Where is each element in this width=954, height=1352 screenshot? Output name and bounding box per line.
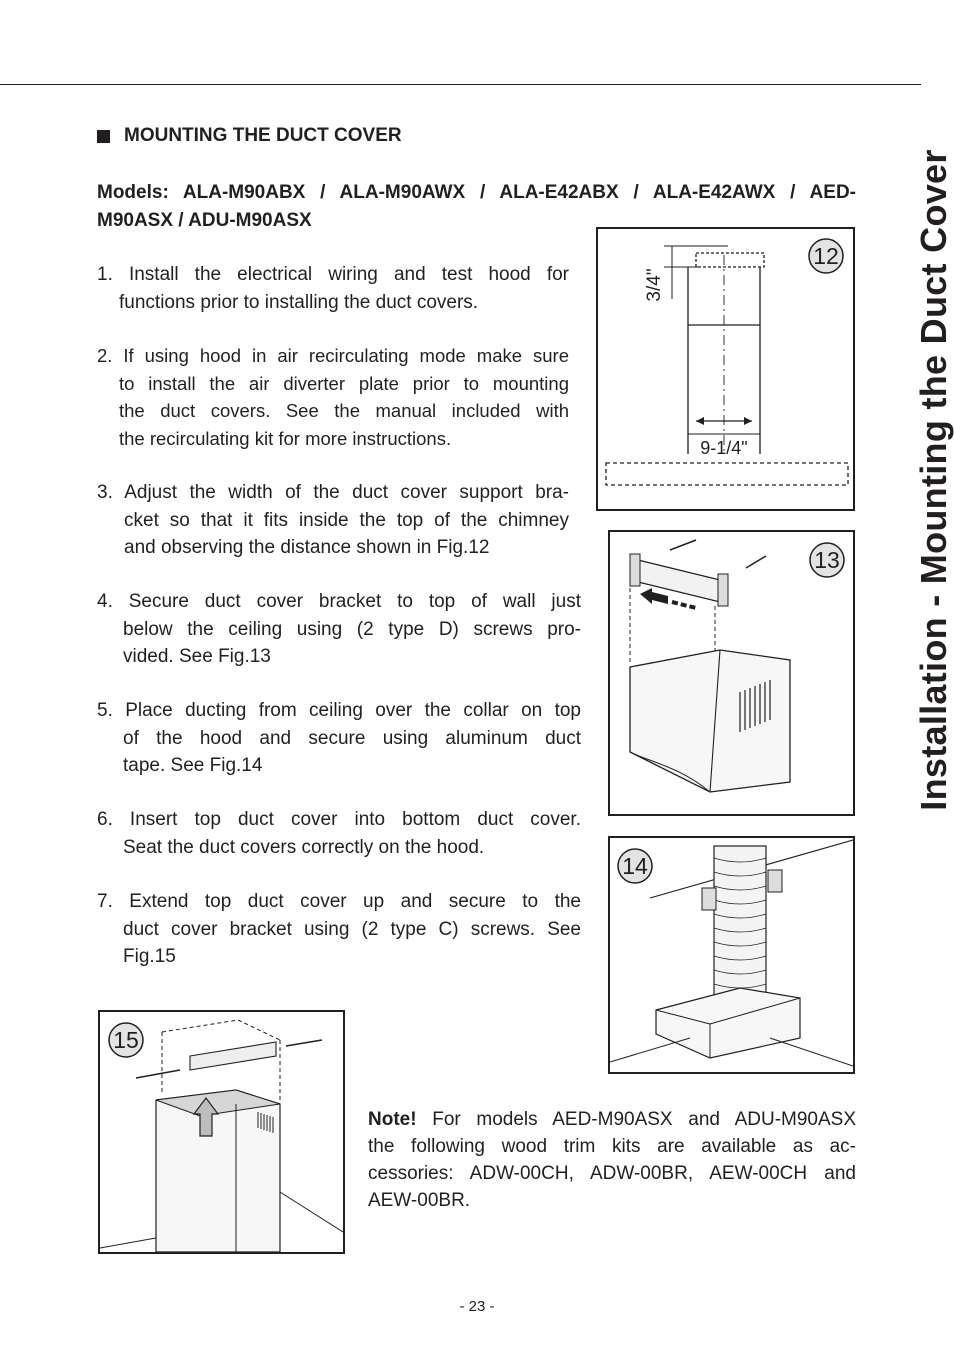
step-3	[97, 479, 569, 562]
dimension-horizontal-label: 9-1/4"	[700, 438, 748, 458]
step-line: 5. Place ducting from ceiling over the collar on top	[97, 700, 581, 721]
models-line-1: Models: ALA-M90ABX / ALA-M90AWX / ALA-E42ABX / ALA-E42AWX / AED-	[97, 182, 856, 203]
step-line: 6. Insert top duct cover into bottom duct cover.	[97, 809, 581, 830]
step-line: the recirculating kit for more instructions.	[119, 427, 452, 449]
figure-14-drawing	[610, 838, 853, 1072]
figure-12	[596, 227, 855, 511]
step-line: the duct covers. See the manual included with	[119, 400, 569, 421]
step-6	[97, 806, 581, 861]
step-line: functions prior to installing the duct covers.	[119, 291, 479, 313]
step-line: and observing the distance shown in Fig.12	[124, 537, 490, 558]
step-line: below the ceiling using (2 type D) screws pro-	[123, 618, 581, 640]
figure-13-drawing	[610, 532, 853, 814]
note-line: the following wood trim kits are available as ac-	[368, 1136, 856, 1157]
figure-12-drawing	[598, 229, 853, 509]
section-heading	[97, 125, 402, 147]
note-line: cessories: ADW-00CH, ADW-00BR, AEW-00CH and	[368, 1163, 856, 1184]
square-bullet-icon	[97, 130, 110, 143]
step-line: tape. See Fig.14	[123, 755, 263, 776]
figure-13	[608, 530, 855, 816]
figure-15-drawing	[100, 1012, 343, 1252]
section-heading-text: MOUNTING THE DUCT COVER	[124, 125, 402, 146]
step-line: 2. If using hood in air recirculating mode make sure	[97, 345, 569, 366]
note-label: Note!	[368, 1109, 417, 1130]
models-line-2: M90ASX / ADU-M90ASX	[97, 210, 312, 231]
step-4	[97, 588, 581, 671]
step-line: to install the air diverter plate prior to mounting	[119, 372, 569, 394]
step-line: duct cover bracket using (2 type C) screws. See	[123, 918, 581, 940]
step-line: 4. Secure duct cover bracket to top of wall just	[97, 591, 581, 612]
figure-number-label: 12	[813, 243, 839, 269]
step-line: vided. See Fig.13	[123, 646, 271, 667]
figure-number-label: 15	[113, 1027, 139, 1053]
page-number: - 23 -	[459, 1298, 495, 1315]
note-line	[368, 1106, 856, 1133]
figure-15	[98, 1010, 345, 1254]
step-line: 7. Extend top duct cover up and secure to the	[97, 891, 581, 912]
figure-number-label: 13	[814, 547, 840, 573]
dimension-vertical-label: 3/4"	[644, 268, 665, 302]
note-line: AEW-00BR.	[368, 1190, 471, 1211]
step-line: 1. Install the electrical wiring and test hood for	[97, 264, 569, 285]
step-5	[97, 697, 581, 780]
side-title: Installation - Mounting the Duct Cover	[913, 149, 954, 811]
note-text: For models AED-M90ASX and ADU-M90ASX	[416, 1109, 856, 1130]
figure-14	[608, 836, 855, 1074]
step-line: cket so that it fits inside the top of the chimney	[124, 509, 569, 531]
step-1	[97, 261, 569, 316]
top-rule	[0, 84, 921, 85]
step-line: Fig.15	[123, 946, 176, 967]
step-7	[97, 888, 581, 971]
step-line: Seat the duct covers correctly on the hood.	[123, 836, 485, 858]
note-paragraph	[368, 1106, 856, 1214]
step-2	[97, 342, 569, 452]
step-line: 3. Adjust the width of the duct cover support bra-	[97, 482, 569, 503]
figure-number-label: 14	[622, 853, 648, 879]
step-line: of the hood and secure using aluminum duct	[123, 727, 581, 749]
